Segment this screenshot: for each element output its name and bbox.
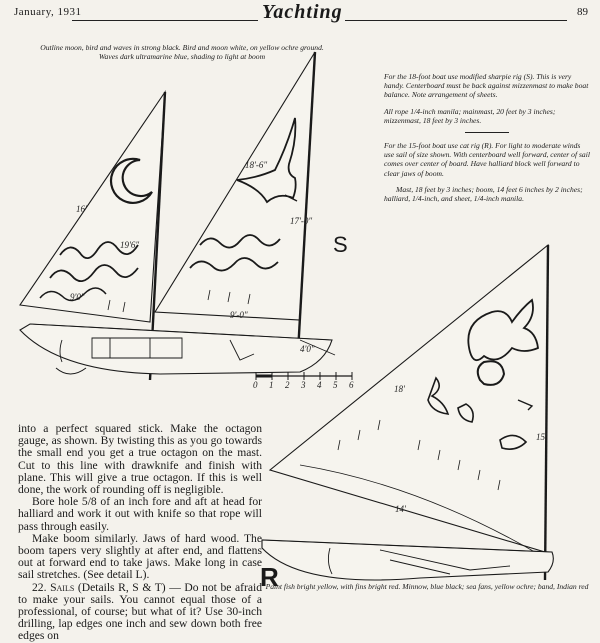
scale-tick: 3 xyxy=(301,380,306,390)
bottom-caption: Paint fish bright yellow, with fins bright red. Minnow, blue black; sea fans, yellow ochre; band, Indian red xyxy=(265,582,589,591)
top-caption: Outline moon, bird and waves in strong black. Bird and moon white, on yellow ochre ground. Waves dark ultramarine blue, shading to light at boom xyxy=(40,43,324,61)
magazine-title: Yachting xyxy=(262,1,343,23)
paragraph-sails xyxy=(18,582,262,643)
paragraph-boom: Make boom similarly. Jaws of hard wood. The boom tapers very slightly at after end, and flattens out at forward end to take jaws. Make long in case sail stretches. (See detail L). xyxy=(18,531,262,582)
scale-tick: 0 xyxy=(253,380,258,390)
dim-s-luff: 16' xyxy=(76,204,87,214)
section-heading: Sails xyxy=(50,580,75,594)
scale-tick: 2 xyxy=(285,380,290,390)
article-body xyxy=(18,423,262,643)
dim-r-foot: 14' xyxy=(395,504,406,514)
paragraph-bore-hole: Bore hole 5/8 of an inch fore and aft at head for halliard and work it out with knife so that rope will pass through easily. xyxy=(18,495,262,533)
issue-date: January, 1931 xyxy=(14,6,82,18)
dim-s-mizzen-luff: 18'-6" xyxy=(245,160,268,170)
note-cat-rig: For the 15-foot boat use cat rig (R). For light to moderate winds use sail of size shown. With centerboard well forward, center of sail comes over center of board. Have halliard block well forward to clear jaws of boom. xyxy=(384,141,590,178)
scale-tick: 1 xyxy=(269,380,274,390)
scale-tick: 6 xyxy=(349,380,354,390)
scale-tick: 5 xyxy=(333,380,338,390)
page-number: 89 xyxy=(577,6,588,18)
note-mast-boom: Mast, 18 feet by 3 inches; boom, 14 feet 6 inches by 2 inches; halliard, 1/4-inch, and sheet, 1/4-inch manila. xyxy=(384,184,583,204)
dim-r-luff: 18' xyxy=(394,384,405,394)
dim-r-leech: 15' xyxy=(536,432,547,442)
section-number: 22. xyxy=(32,580,47,594)
rig-r-label: R xyxy=(260,562,279,592)
paragraph-octagon: into a perfect squared stick. Make the octagon gauge, as shown. By twisting this as you go towards the small end you get a true octagon on the mast. Cut to this line with drawknife and finish with plane. This will give a true octagon. If this is well done, the work of rounding off is negligible. xyxy=(18,422,262,497)
note-rope-masts: All rope 1/4-inch manila; mainmast, 20 feet by 3 inches; mizzenmast, 18 feet by 3 inches. xyxy=(384,106,556,125)
scale-tick: 4 xyxy=(317,380,322,390)
dim-s-leech: 19'6" xyxy=(120,240,140,250)
dim-s-foot: 9'0" xyxy=(70,292,85,302)
rig-r-drawing xyxy=(262,245,553,580)
dim-s-foot-mizzen: 9'-0" xyxy=(230,310,248,320)
dim-s-mizzen-leech: 17'-0" xyxy=(290,216,313,226)
scale-ticks xyxy=(253,380,354,390)
note-sharpie-rig: For the 18-foot boat use modified sharpie rig (S). This is very handy. Centerboard must be back against mizzenmast to make boat balance. Note arrangement of sheets. xyxy=(384,72,589,100)
dim-s-scale-length: 4'0" xyxy=(300,344,315,354)
section-text: (Details R, S & T) — Do not be afraid to make your sails. You cannot equal those of a professional, of course; but what of it? Use 30-inch drilling, lap edges one inch and sew down both free edges on xyxy=(18,580,262,643)
rig-s-label: S xyxy=(333,232,348,257)
